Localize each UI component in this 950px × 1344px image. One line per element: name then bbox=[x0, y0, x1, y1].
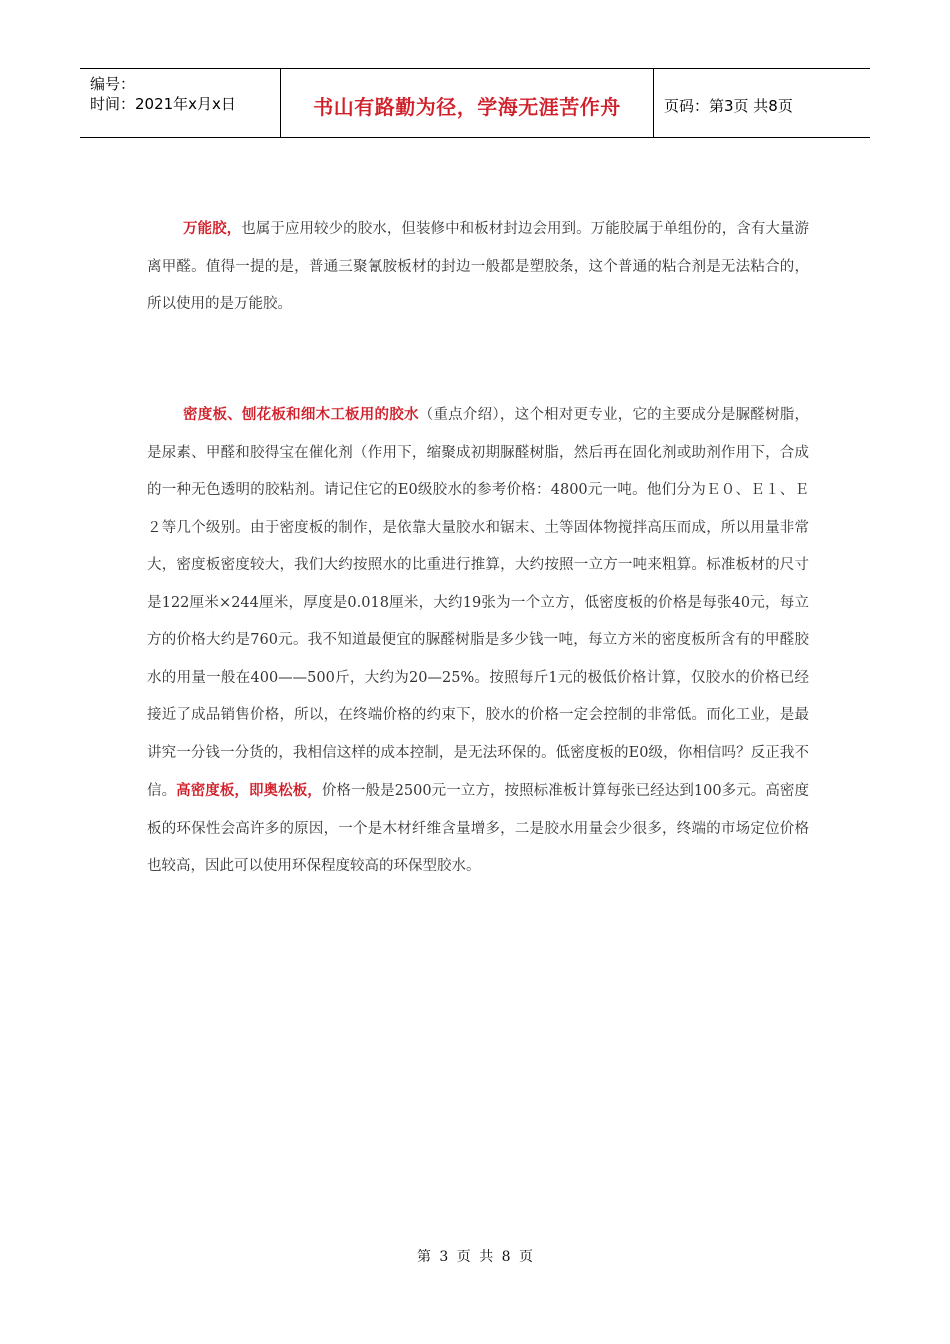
paragraph-board-glue bbox=[147, 396, 809, 886]
highlight-board-glue: 密度板、刨花板和细木工板用的胶水 bbox=[183, 406, 419, 423]
document-code: 编号： bbox=[90, 75, 136, 93]
highlight-hdf: 高密度板，即奥松板， bbox=[176, 782, 322, 799]
header-motto-cell bbox=[281, 69, 654, 137]
paragraph-body-continued: 价格一般是2500元一立方，按照标准板计算每张已经达到100多元。高密度板的环保性会高许多的原因，一个是木材纤维含量增多，二是胶水用量会少很多，终端的市场定位价格也较高，因此可以使用环保程度较高的环保型胶水。 bbox=[147, 783, 810, 874]
header-info-cell bbox=[80, 69, 281, 137]
header-motto: 书山有路勤为径，学海无涯苦作舟 bbox=[313, 95, 621, 119]
paragraph-universal-glue bbox=[147, 210, 809, 324]
header-page-cell bbox=[654, 69, 870, 137]
paragraph-body: 也属于应用较少的胶水，但装修中和板材封边会用到。万能胶属于单组份的，含有大量游离甲醛。值得一提的是，普通三聚氰胺板材的封边一般都是塑胶条，这个普通的粘合剂是无法粘合的，所以使用的是万能胶。 bbox=[147, 221, 810, 312]
header-page-number: 页码：第3页 共8页 bbox=[664, 97, 793, 115]
document-date: 时间：2021年x月x日 bbox=[90, 95, 236, 113]
highlight-universal-glue: 万能胶， bbox=[183, 220, 242, 237]
paragraph-body: （重点介绍），这个相对更专业，它的主要成分是脲醛树脂，是尿素、甲醛和胶得宝在催化剂（作用下，缩聚成初期脲醛树脂，然后再在固化剂或助剂作用下，合成的一种无色透明的胶粘剂。请记住它的E0级胶水的参考价格：4800元一吨。他们分为Ｅ０、Ｅ１、Ｅ２等几个级别。由于密度板的制作，是依靠大量胶水和锯末、土等固体物搅拌高压而成，所以用量非常大，密度板密度较大，我们大约按照水的比重进行推算，大约按照一立方一吨来粗算。标准板材的尺寸是122厘米×244厘米，厚度是0.018厘米，大约19张为一个立方，低密度板的价格是每张40元，每立方的价格大约是760元。我不知道最便宜的脲醛树脂是多少钱一吨，每立方米的密度板所含有的甲醛胶水的用量一般在400——500斤，大约为20—25%。按照每斤1元的极低价格计算，仅胶水的价格已经接近了成品销售价格，所以，在终端价格的约束下，胶水的价格一定会控制的非常低。而化工业，是最讲究一分钱一分货的，我相信这样的成本控制，是无法环保的。低密度板的E0级，你相信吗？反正我不信。 bbox=[147, 407, 810, 799]
page-header bbox=[80, 68, 870, 138]
page-footer: 第 3 页 共 8 页 bbox=[416, 1249, 534, 1265]
